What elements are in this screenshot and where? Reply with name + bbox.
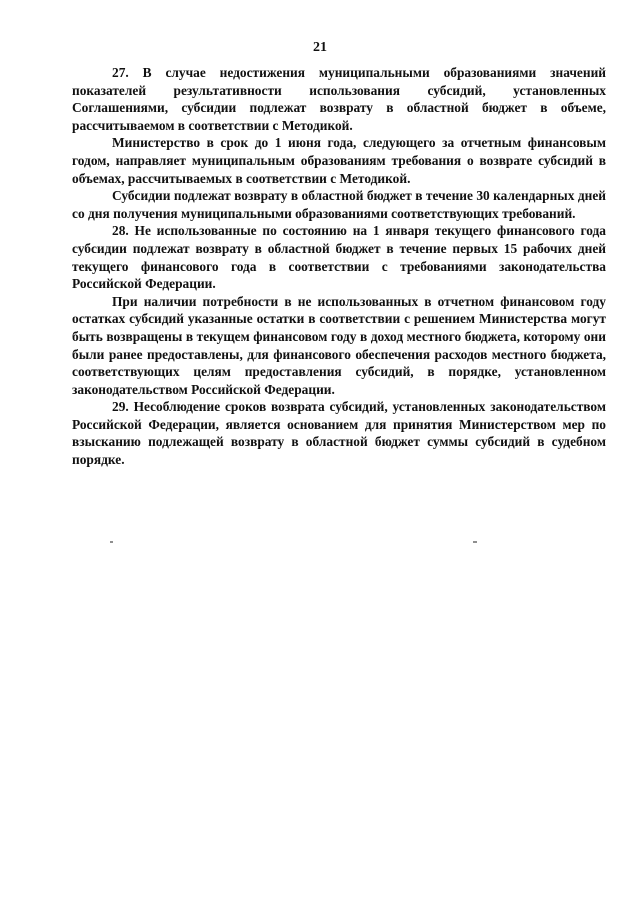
paragraph-28: 28. Не использованные по состоянию на 1 января текущего финансового года субсидии подлежат возврату в областной бюджет в течение первых 15 рабочих дней текущего финансового года в соответствии с требованиями законодательства Российской Федерации. [72, 223, 606, 292]
paragraph-27: 27. В случае недостижения муниципальными образованиями значений показателей результативности использования субсидий, установленных Соглашениями, субсидии подлежат возврату в областной бюджет в объеме, рассчитываемом в соответствии с Методикой. [72, 65, 606, 133]
scan-speck [110, 541, 113, 543]
scan-speck [473, 541, 477, 543]
document-body [72, 64, 606, 469]
paragraph-29: 29. Несоблюдение сроков возврата субсидий, установленных законодательством Российской Федерации, является основанием для принятия Министерством мер по взысканию подлежащей возврату в областной бюджет суммы субсидий в судебном порядке. [72, 399, 606, 468]
paragraph-unused-balances: При наличии потребности в не использованных в отчетном финансовом году остатках субсидий указанные остатки в соответствии с решением Министерства могут быть возвращены в текущем финансовом году в доход местного бюджета, которому они были ранее предоставлены, для финансового обеспечения расходов местного бюджета, соответствующих целям предоставления субсидий, в порядке, установленном законодательством Российской Федерации. [72, 293, 606, 397]
paragraph-ministry-deadline: Министерство в срок до 1 июня года, следующего за отчетным финансовым годом, направляет муниципальным образованиям требования о возврате субсидий в объемах, рассчитываемых в соответствии с Методикой. [72, 135, 606, 186]
page-number: 21 [313, 40, 327, 55]
paragraph-refund-term: Субсидии подлежат возврату в областной бюджет в течение 30 календарных дней со дня получения муниципальными образованиями соответствующих требований. [72, 188, 606, 221]
